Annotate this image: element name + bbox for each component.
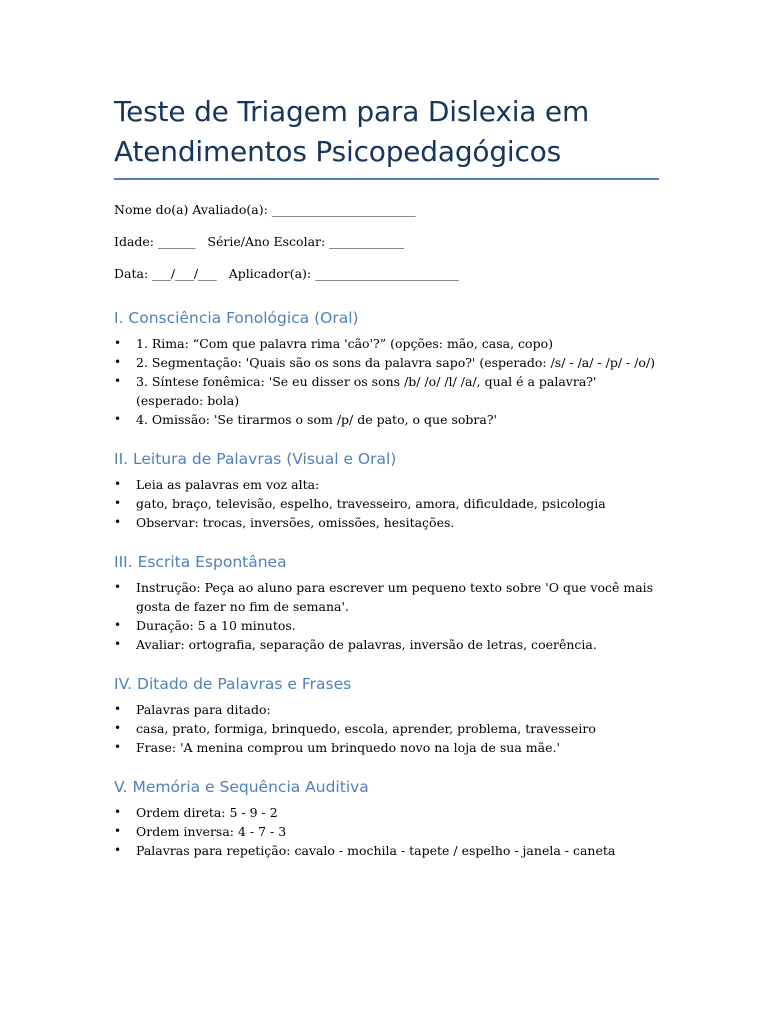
section-heading: V. Memória e Sequência Auditiva [114,778,369,796]
section-heading: I. Consciência Fonológica (Oral) [114,309,359,327]
list-item-text: Frase: 'A menina comprou um brinquedo novo na loja de sua mãe.' [136,740,560,755]
section-list [114,475,659,532]
document-page [114,92,659,860]
section-list [114,803,659,860]
list-item-text: Leia as palavras em voz alta: [136,477,320,492]
bullet-icon: • [114,580,122,594]
title-line-2: Atendimentos Psicopedagógicos [114,135,561,168]
bullet-icon: • [114,355,122,369]
bullet-icon: • [114,618,122,632]
bullet-icon: • [114,412,122,426]
field-idade-serie: Idade: ______ Série/Ano Escolar: ____________ [114,234,405,249]
list-item [114,719,659,738]
section-list [114,700,659,757]
list-item [114,410,659,429]
section-heading: IV. Ditado de Palavras e Frases [114,675,352,693]
list-item [114,475,659,494]
section-2 [114,449,659,532]
list-item [114,334,659,353]
bullet-icon: • [114,477,122,491]
bullet-icon: • [114,824,122,838]
bullet-icon: • [114,515,122,529]
list-item-text: Palavras para ditado: [136,702,271,717]
list-item [114,578,659,616]
list-item-text: gato, braço, televisão, espelho, travesseiro, amora, dificuldade, psicologia [136,496,606,511]
field-nome: Nome do(a) Avaliado(a): _______________________ [114,202,416,217]
list-item [114,841,659,860]
list-item [114,635,659,654]
bullet-icon: • [114,721,122,735]
section-heading: III. Escrita Espontânea [114,553,287,571]
list-item [114,353,659,372]
list-item-text: Duração: 5 a 10 minutos. [136,618,296,633]
list-item-text: Ordem direta: 5 - 9 - 2 [136,805,278,820]
list-item-text: 3. Síntese fonêmica: 'Se eu disser os sons /b/ /o/ /l/ /a/, qual é a palavra?' (esperado: bola) [136,374,597,408]
section-5 [114,777,659,860]
list-item [114,700,659,719]
section-4 [114,674,659,757]
bullet-icon: • [114,740,122,754]
list-item-text: Instrução: Peça ao aluno para escrever um pequeno texto sobre 'O que você mais gosta de fazer no fim de semana'. [136,580,654,614]
list-item-text: Ordem inversa: 4 - 7 - 3 [136,824,287,839]
list-item [114,822,659,841]
bullet-icon: • [114,374,122,388]
list-item-text: 4. Omissão: 'Se tirarmos o som /p/ de pato, o que sobra?' [136,412,497,427]
section-1 [114,308,659,429]
form-fields [114,202,659,282]
sections [114,308,659,860]
list-item-text: Avaliar: ortografia, separação de palavras, inversão de letras, coerência. [136,637,597,652]
bullet-icon: • [114,702,122,716]
list-item [114,803,659,822]
list-item [114,372,659,410]
list-item [114,738,659,757]
list-item [114,616,659,635]
bullet-icon: • [114,336,122,350]
list-item-text: 2. Segmentação: 'Quais são os sons da palavra sapo?' (esperado: /s/ - /a/ - /p/ - /o/) [136,355,656,370]
field-data-aplicador: Data: ___/___/___ Aplicador(a): _______________________ [114,266,459,281]
document-title [114,92,659,180]
section-heading: II. Leitura de Palavras (Visual e Oral) [114,450,397,468]
list-item-text: Palavras para repetição: cavalo - mochila - tapete / espelho - janela - caneta [136,843,616,858]
bullet-icon: • [114,496,122,510]
list-item-text: Observar: trocas, inversões, omissões, hesitações. [136,515,455,530]
bullet-icon: • [114,805,122,819]
section-list [114,578,659,654]
section-3 [114,552,659,654]
title-line-1: Teste de Triagem para Dislexia em [114,95,590,128]
section-list [114,334,659,429]
list-item [114,494,659,513]
list-item-text: 1. Rima: “Com que palavra rima 'cão'?” (opções: mão, casa, copo) [136,336,553,351]
bullet-icon: • [114,637,122,651]
list-item [114,513,659,532]
bullet-icon: • [114,843,122,857]
list-item-text: casa, prato, formiga, brinquedo, escola, aprender, problema, travesseiro [136,721,596,736]
